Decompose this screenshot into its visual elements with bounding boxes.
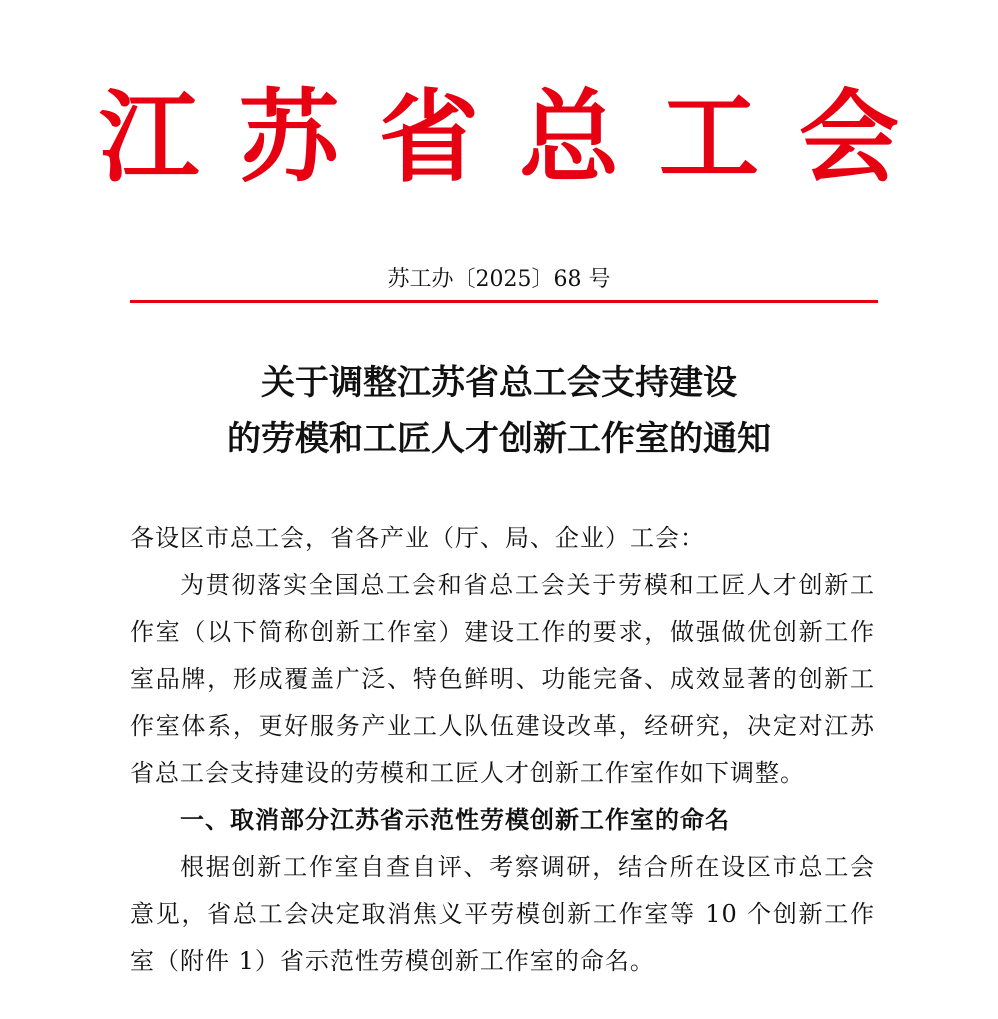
paragraph-2: 根据创新工作室自查自评、考察调研，结合所在设区市总工会意见，省总工会决定取消焦义平劳模创新工作室等 10 个创新工作室（附件 1）省示范性劳模创新工作室的命名。 xyxy=(130,853,875,975)
section-1-heading: 一、取消部分江苏省示范性劳模创新工作室的命名 xyxy=(180,806,730,834)
red-divider xyxy=(130,300,878,303)
notice-title-line-2: 的劳模和工匠人才创新工作室的通知 xyxy=(227,419,771,459)
document-number: 苏工办〔2025〕68 号 xyxy=(387,267,611,292)
document-body xyxy=(130,515,875,985)
notice-title-line-1: 关于调整江苏省总工会支持建设 xyxy=(261,363,737,403)
masthead-title: 江苏省总工会 xyxy=(99,78,939,196)
notice-title xyxy=(0,355,998,467)
salutation: 各设区市总工会，省各产业（厅、局、企业）工会： xyxy=(130,524,705,552)
paragraph-1: 为贯彻落实全国总工会和省总工会关于劳模和工匠人才创新工作室（以下简称创新工作室）建设工作的要求，做强做优创新工作室品牌，形成覆盖广泛、特色鲜明、功能完备、成效显著的创新工作室体系，更好服务产业工人队伍建设改革，经研究，决定对江苏省总工会支持建设的劳模和工匠人才创新工作室作如下调整。 xyxy=(130,571,875,787)
